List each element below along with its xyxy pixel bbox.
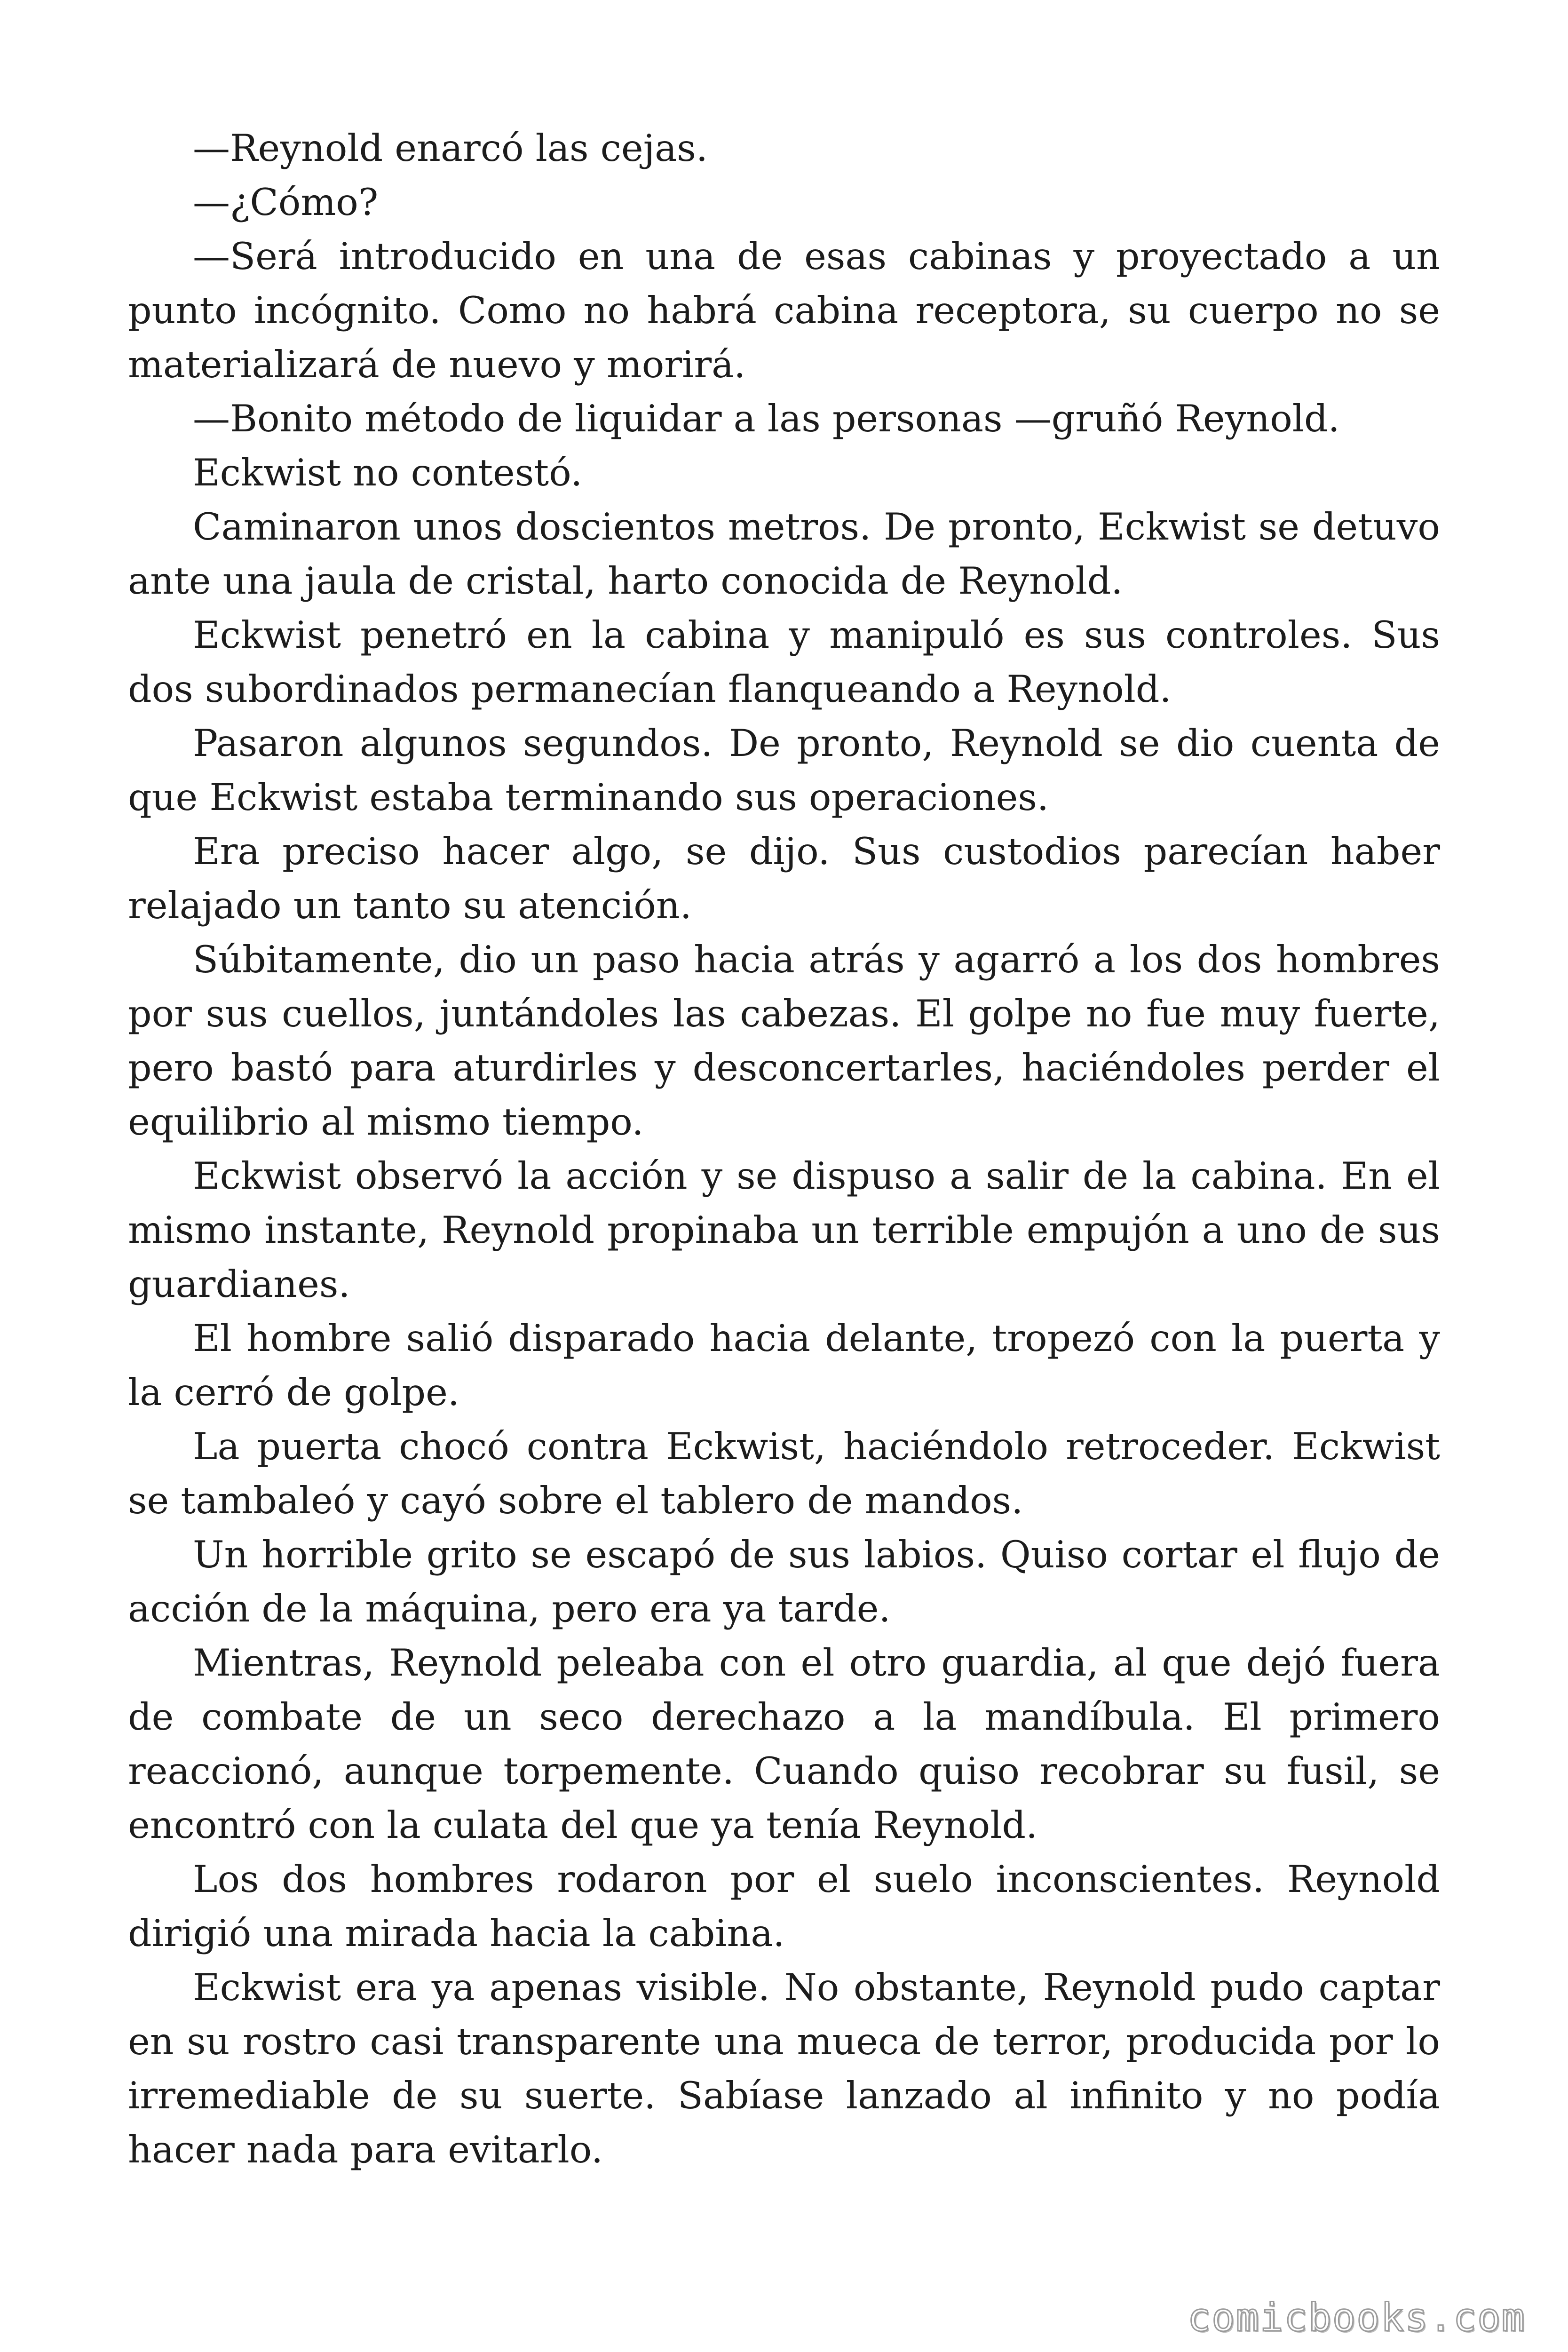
paragraph: Caminaron unos doscientos metros. De pronto, Eckwist se detuvo ante una jaula de cristal, harto conocida de Reynold. xyxy=(128,505,1440,603)
paragraph: Los dos hombres rodaron por el suelo inconscientes. Reynold dirigió una mirada hacia la cabina. xyxy=(128,1858,1440,1955)
paragraph: Mientras, Reynold peleaba con el otro guardia, al que dejó fuera de combate de un seco derechazo a la mandíbula. El primero reaccionó, aunque torpemente. Cuando quiso recobrar su fusil, se encontró con la culata del que ya tenía Reynold. xyxy=(128,1641,1440,1847)
paragraph: El hombre salió disparado hacia delante, tropezó con la puerta y la cerró de golpe. xyxy=(128,1317,1440,1414)
paragraph: Un horrible grito se escapó de sus labios. Quiso cortar el flujo de acción de la máquina, pero era ya tarde. xyxy=(128,1533,1440,1630)
paragraph: Eckwist penetró en la cabina y manipuló es sus controles. Sus dos subordinados permanecían flanqueando a Reynold. xyxy=(128,613,1440,711)
paragraph: —Reynold enarcó las cejas. xyxy=(193,127,708,170)
paragraph: Eckwist era ya apenas visible. No obstante, Reynold pudo captar en su rostro casi transparente una mueca de terror, producida por lo irremediable de su suerte. Sabíase lanzado al infinito y no podía hacer nada para evitarlo. xyxy=(128,1966,1440,2171)
paragraph: Pasaron algunos segundos. De pronto, Reynold se dio cuenta de que Eckwist estaba terminando sus operaciones. xyxy=(128,722,1440,819)
paragraph: —Bonito método de liquidar a las personas —gruñó Reynold. xyxy=(193,397,1340,440)
paragraph: Eckwist no contestó. xyxy=(193,451,583,494)
paragraph: Era preciso hacer algo, se dijo. Sus custodios parecían haber relajado un tanto su atención. xyxy=(128,830,1440,927)
watermark-text: comicbooks.com xyxy=(1187,2296,1526,2340)
page-body-text xyxy=(128,121,1440,2177)
paragraph: La puerta chocó contra Eckwist, haciéndolo retroceder. Eckwist se tambaleó y cayó sobre el tablero de mandos. xyxy=(128,1425,1440,1522)
paragraph: —¿Cómo? xyxy=(193,181,379,224)
paragraph: —Será introducido en una de esas cabinas y proyectado a un punto incógnito. Como no habrá cabina receptora, su cuerpo no se materializará de nuevo y morirá. xyxy=(128,235,1440,386)
paragraph: Súbitamente, dio un paso hacia atrás y agarró a los dos hombres por sus cuellos, juntándoles las cabezas. El golpe no fue muy fuerte, pero bastó para aturdirles y desconcertarles, haciéndoles perder el equilibrio al mismo tiempo. xyxy=(128,938,1440,1144)
paragraph: Eckwist observó la acción y se dispuso a salir de la cabina. En el mismo instante, Reynold propinaba un terrible empujón a uno de sus guardianes. xyxy=(128,1154,1440,1306)
